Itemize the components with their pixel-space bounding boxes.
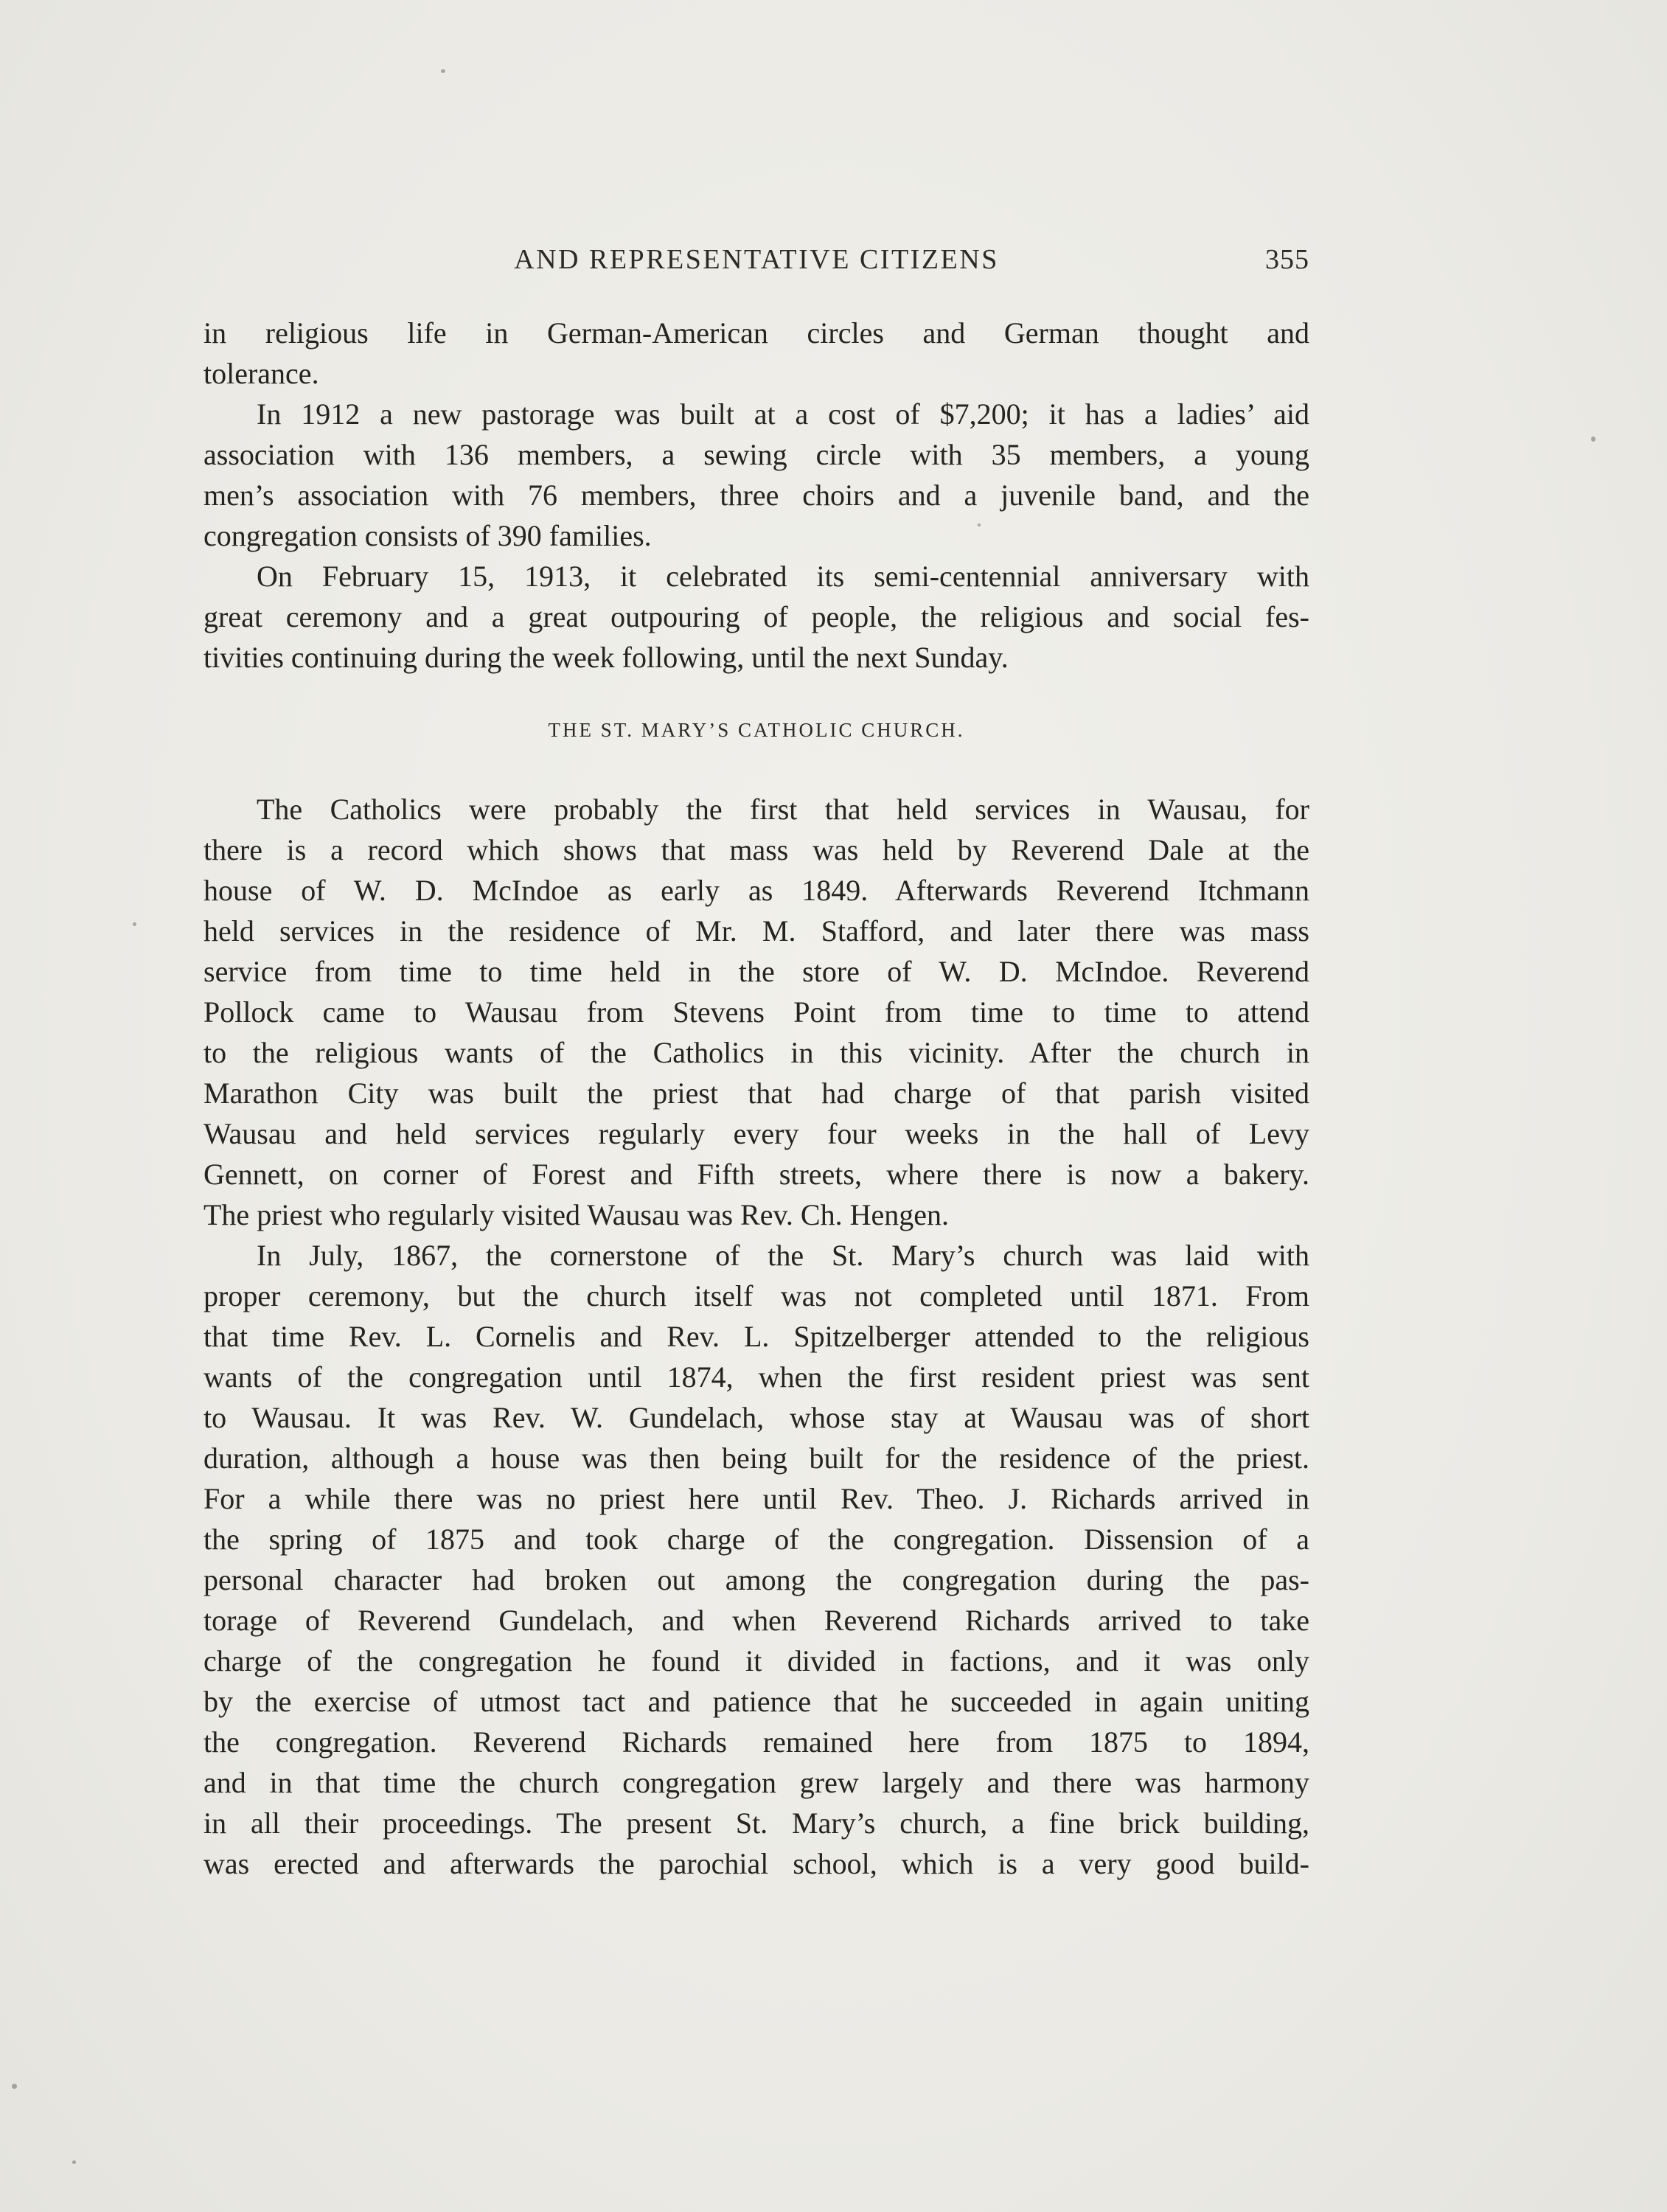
- text-line: duration, although a house was then being built for the residence of the priest.: [203, 1441, 1309, 1475]
- text-line: there is a record which shows that mass was held by Reverend Dale at the: [203, 833, 1309, 866]
- text-line: Gennett, on corner of Forest and Fifth streets, where there is now a bakery.: [203, 1158, 1309, 1191]
- text-line: For a while there was no priest here until Rev. Theo. J. Richards arrived in: [203, 1482, 1309, 1515]
- text-line: the spring of 1875 and took charge of the congregation. Dissension of a: [203, 1523, 1309, 1556]
- body-text: [203, 313, 1309, 1884]
- paragraph: [203, 394, 1309, 556]
- text-line: service from time to time held in the store of W. D. McIndoe. Reverend: [203, 955, 1309, 988]
- paper-speck: [441, 69, 445, 73]
- text-line: house of W. D. McIndoe as early as 1849. Afterwards Reverend Itchmann: [203, 874, 1309, 907]
- text-line: Pollock came to Wausau from Stevens Point from time to time to attend: [203, 995, 1309, 1029]
- text-line: personal character had broken out among the congregation during the pas-: [203, 1563, 1309, 1596]
- paragraph: [203, 789, 1309, 1235]
- paper-speck: [72, 2160, 76, 2164]
- text-line: proper ceremony, but the church itself was not completed until 1871. From: [203, 1279, 1309, 1312]
- paper-speck: [1591, 437, 1595, 442]
- text-line: men’s association with 76 members, three choirs and a juvenile band, and the: [203, 479, 1309, 512]
- text-line: Marathon City was built the priest that had charge of that parish visited: [203, 1077, 1309, 1110]
- text-line: association with 136 members, a sewing circle with 35 members, a young: [203, 438, 1309, 471]
- text-line: congregation consists of 390 families.: [203, 519, 652, 552]
- text-line: Wausau and held services regularly every four weeks in the hall of Levy: [203, 1117, 1309, 1150]
- text-line: The priest who regularly visited Wausau was Rev. Ch. Hengen.: [203, 1198, 949, 1231]
- paper-speck: [12, 2084, 17, 2089]
- text-line: and in that time the church congregation grew largely and there was harmony: [203, 1766, 1309, 1799]
- paragraph: [203, 1235, 1309, 1884]
- text-line: in religious life in German-American circles and German thought and: [203, 316, 1309, 349]
- page-number: 355: [1265, 244, 1309, 275]
- running-head: [203, 243, 1309, 288]
- text-line: wants of the congregation until 1874, when the first resident priest was sent: [203, 1360, 1309, 1394]
- text-line: to the religious wants of the Catholics in this vicinity. After the church in: [203, 1036, 1309, 1069]
- text-line: held services in the residence of Mr. M. Stafford, and later there was mass: [203, 914, 1309, 947]
- text-line: the congregation. Reverend Richards remained here from 1875 to 1894,: [203, 1725, 1309, 1759]
- text-line: was erected and afterwards the parochial school, which is a very good build-: [203, 1847, 1309, 1880]
- text-line: In July, 1867, the cornerstone of the St. Mary’s church was laid with: [257, 1239, 1309, 1272]
- text-line: The Catholics were probably the first that held services in Wausau, for: [257, 793, 1309, 826]
- text-line: charge of the congregation he found it divided in factions, and it was only: [203, 1644, 1309, 1677]
- text-line: by the exercise of utmost tact and patience that he succeeded in again uniting: [203, 1685, 1309, 1718]
- running-head-title: AND REPRESENTATIVE CITIZENS: [514, 244, 999, 275]
- section-heading: THE ST. MARY’S CATHOLIC CHURCH.: [548, 719, 965, 741]
- paragraph: [203, 556, 1309, 678]
- text-line: In 1912 a new pastorage was built at a cost of $7,200; it has a ladies’ aid: [257, 397, 1309, 431]
- text-line: great ceremony and a great outpouring of people, the religious and social fes-: [203, 600, 1309, 633]
- paragraphs-before-heading: [203, 313, 1309, 678]
- text-line: tolerance.: [203, 357, 319, 390]
- text-line: in all their proceedings. The present St. Mary’s church, a fine brick building,: [203, 1806, 1309, 1840]
- paper-speck: [133, 922, 136, 926]
- text-line: torage of Reverend Gundelach, and when Reverend Richards arrived to take: [203, 1604, 1309, 1637]
- text-line: On February 15, 1913, it celebrated its semi-centennial anniversary with: [257, 560, 1309, 593]
- paragraph: [203, 313, 1309, 394]
- paper-speck: [978, 524, 981, 526]
- text-line: tivities continuing during the week following, until the next Sunday.: [203, 641, 1009, 674]
- text-line: to Wausau. It was Rev. W. Gundelach, whose stay at Wausau was of short: [203, 1401, 1309, 1434]
- paragraphs-after-heading: [203, 789, 1309, 1884]
- text-line: that time Rev. L. Cornelis and Rev. L. Spitzelberger attended to the religious: [203, 1320, 1309, 1353]
